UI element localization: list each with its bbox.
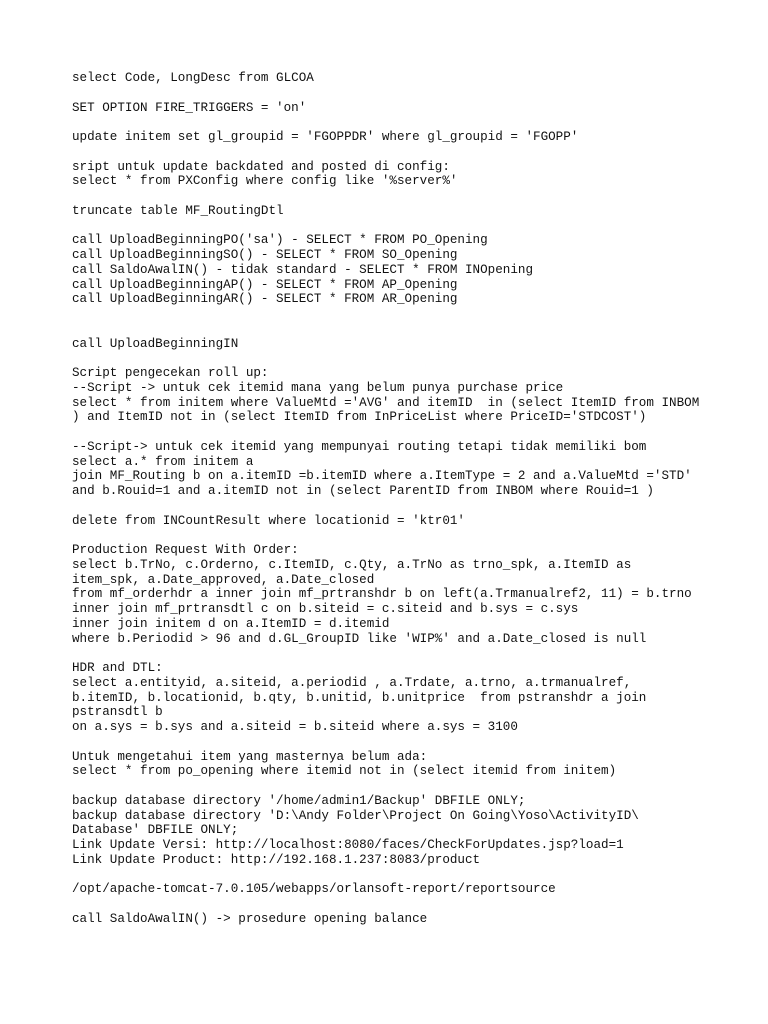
text-line: select * from po_opening where itemid not in (select itemid from initem) xyxy=(72,764,617,779)
blank-line xyxy=(72,307,732,322)
text-line: Production Request With Order: xyxy=(72,543,299,557)
text-line: --Script -> untuk cek itemid mana yang belum punya purchase price xyxy=(72,380,564,395)
text-line: SET OPTION FIRE_TRIGGERS = 'on' xyxy=(72,100,307,115)
text-line: inner join mf_prtransdtl c on b.siteid = c.siteid and b.sys = c.sys xyxy=(72,602,579,616)
text-line: call UploadBeginningAR() - SELECT * FROM AR_Opening xyxy=(72,292,458,307)
text-line: Script pengecekan roll up: xyxy=(72,366,269,380)
text-line: inner join initem d on a.ItemID = d.itemid xyxy=(72,616,390,631)
text-line: select Code, LongDesc from GLCOA xyxy=(72,71,314,85)
text-line: from mf_orderhdr a inner join mf_prtranshdr b on left(a.Trmanualref2, 11) = b.trno xyxy=(72,587,692,602)
blank-line xyxy=(72,115,732,130)
blank-line xyxy=(72,219,732,234)
text-line: select b.TrNo, c.Orderno, c.ItemID, c.Qty, a.TrNo as trno_spk, a.ItemID as xyxy=(72,557,632,572)
text-line: delete from INCountResult where locationid = 'ktr01' xyxy=(72,513,465,528)
text-line: call UploadBeginningIN xyxy=(72,336,239,351)
text-line: select a.* from initem a xyxy=(72,454,254,469)
text-line: update initem set gl_groupid = 'FGOPPDR' where gl_groupid = 'FGOPP' xyxy=(72,130,579,144)
text-line: sript untuk update backdated and posted di config: xyxy=(72,159,450,174)
text-line: backup database directory '/home/admin1/Backup' DBFILE ONLY; xyxy=(72,793,526,808)
text-line: --Script-> untuk cek itemid yang mempunyai routing tetapi tidak memiliki bom xyxy=(72,439,647,454)
text-line: pstransdtl b xyxy=(72,705,163,720)
text-line: where b.Periodid > 96 and d.GL_GroupID like 'WIP%' and a.Date_closed is null xyxy=(72,631,647,646)
blank-line xyxy=(72,86,732,101)
text-line: ) and ItemID not in (select ItemID from InPriceList where PriceID='STDCOST') xyxy=(72,410,647,425)
blank-line xyxy=(72,351,732,366)
text-line: and b.Rouid=1 and a.itemID not in (select ParentID from INBOM where Rouid=1 ) xyxy=(72,484,654,498)
text-line: /opt/apache-tomcat-7.0.105/webapps/orlansoft-report/reportsource xyxy=(72,882,556,897)
blank-line xyxy=(72,868,732,883)
blank-line xyxy=(72,646,732,661)
text-line: call UploadBeginningAP() - SELECT * FROM AP_Opening xyxy=(72,277,458,292)
text-line: b.itemID, b.locationid, b.qty, b.unitid, b.unitprice from pstranshdr a join xyxy=(72,690,647,705)
text-line: call UploadBeginningPO('sa') - SELECT * FROM PO_Opening xyxy=(72,233,488,248)
text-line: select a.entityid, a.siteid, a.periodid , a.Trdate, a.trno, a.trmanualref, xyxy=(72,675,632,690)
blank-line xyxy=(72,425,732,440)
text-line: join MF_Routing b on a.itemID =b.itemID where a.ItemType = 2 and a.ValueMtd ='STD' xyxy=(72,469,692,484)
blank-line xyxy=(72,145,732,160)
blank-line xyxy=(72,499,732,514)
blank-line xyxy=(72,528,732,543)
text-line: Database' DBFILE ONLY; xyxy=(72,823,239,838)
document-body xyxy=(72,71,732,927)
text-line: HDR and DTL: xyxy=(72,661,163,675)
text-line: select * from initem where ValueMtd ='AVG' and itemID in (select ItemID from INBOM xyxy=(72,395,700,410)
text-line: backup database directory 'D:\Andy Folder\Project On Going\Yoso\ActivityID\ xyxy=(72,808,639,823)
text-line: call SaldoAwalIN() - tidak standard - SELECT * FROM INOpening xyxy=(72,262,534,277)
text-line: Untuk mengetahui item yang masternya belum ada: xyxy=(72,749,428,764)
text-line: call UploadBeginningSO() - SELECT * FROM SO_Opening xyxy=(72,248,458,262)
blank-line xyxy=(72,779,732,794)
text-line: Link Update Versi: http://localhost:8080/faces/CheckForUpdates.jsp?load=1 xyxy=(72,838,624,852)
text-line: item_spk, a.Date_approved, a.Date_closed xyxy=(72,572,375,587)
text-line: truncate table MF_RoutingDtl xyxy=(72,203,284,218)
blank-line xyxy=(72,735,732,750)
blank-line xyxy=(72,897,732,912)
text-line: on a.sys = b.sys and a.siteid = b.siteid where a.sys = 3100 xyxy=(72,720,518,734)
text-line: call SaldoAwalIN() -> prosedure opening balance xyxy=(72,911,428,926)
blank-line xyxy=(72,322,732,337)
text-line: select * from PXConfig where config like '%server%' xyxy=(72,174,458,189)
blank-line xyxy=(72,189,732,204)
text-line: Link Update Product: http://192.168.1.237:8083/product xyxy=(72,852,481,867)
